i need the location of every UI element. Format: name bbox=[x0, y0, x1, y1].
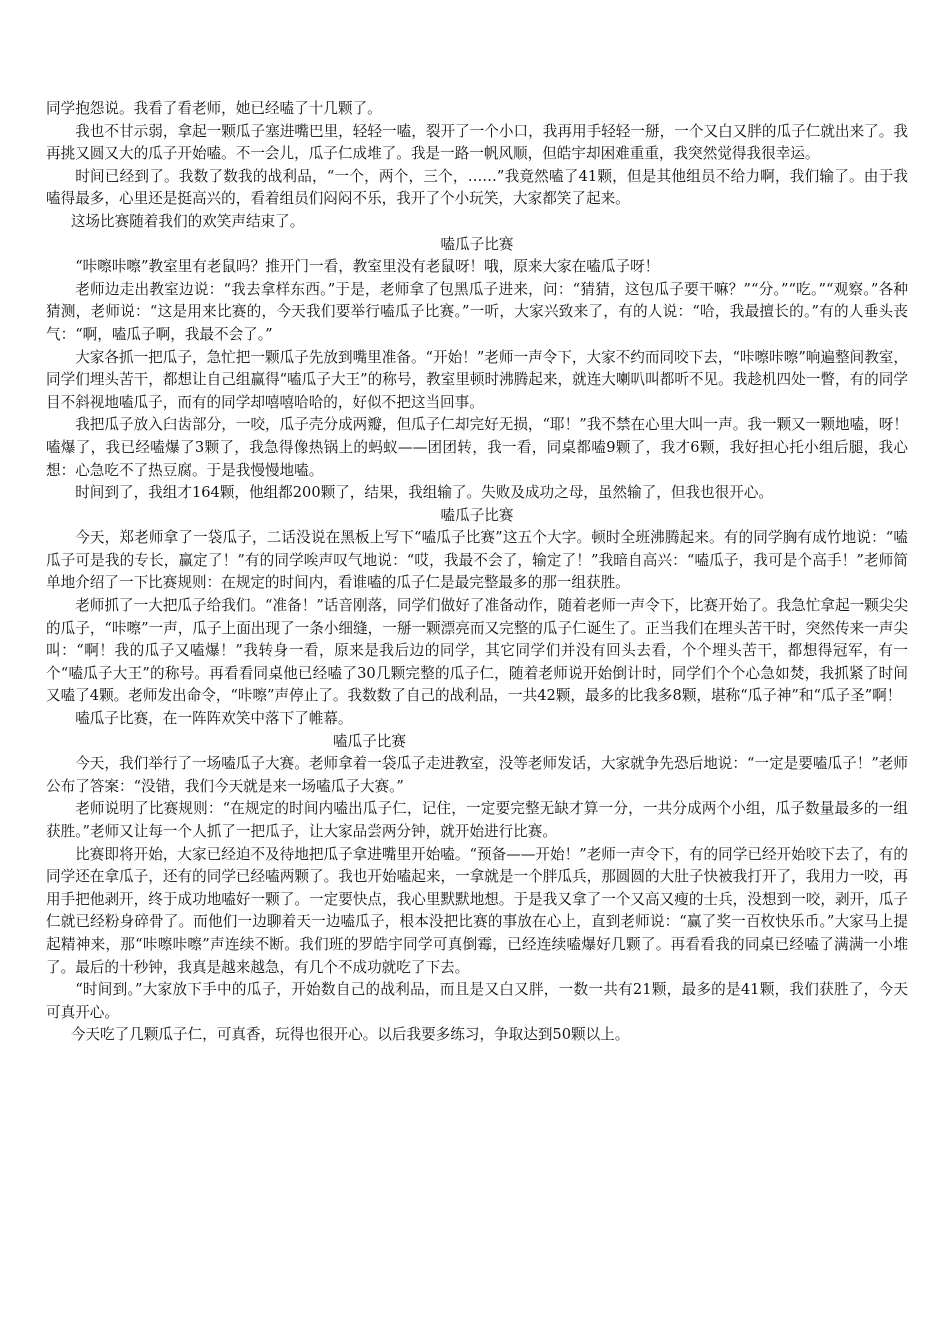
paragraph: 大家各抓一把瓜子，急忙把一颗瓜子先放到嘴里准备。“开始！”老师一声令下，大家不约而同咬下去，“咔嚓咔嚓”响遍整间教室，同学们埋头苦干，都想让自己组赢得“嗑瓜子大王”的称号，教室里顿时沸腾起来，就连大喇叭叫都听不见。我趁机四处一瞥，有的同学目不斜视地嗑瓜子，而有的同学却嘻嘻哈哈的，好似不把这当回事。 bbox=[46, 348, 908, 411]
section-title: 嗑瓜子比赛 bbox=[333, 732, 406, 750]
paragraph: 比赛即将开始，大家已经迫不及待地把瓜子拿进嘴里开始嗑。“预备——开始！”老师一声令下，有的同学已经开始咬下去了，有的同学还在拿瓜子，还有的同学已经嗑两颗了。我也开始嗑起来，一拿就是一个胖瓜兵，那圆圆的大肚子快被我打开了，我用力一咬，再用手把他剥开，终于成功地嗑好一颗了。一定要快点，我心里默默地想。于是我又拿了一个又高又瘦的士兵，没想到一咬，剥开，瓜子仁就已经粉身碎骨了。而他们一边聊着天一边嗑瓜子，根本没把比赛的事放在心上，直到老师说：“赢了奖一百枚快乐币。”大家马上提起精神来，那“咔嚓咔嚓”声连续不断。我们班的罗皓宇同学可真倒霉，已经连续嗑爆好几颗了。再看看我的同桌已经嗑了满满一小堆了。最后的十秒钟，我真是越来越急，有几个不成功就吃了下去。 bbox=[46, 845, 908, 976]
paragraph: 老师说明了比赛规则：“在规定的时间内嗑出瓜子仁，记住，一定要完整无缺才算一分，一共分成两个小组，瓜子数量最多的一组获胜。”老师又让每一个人抓了一把瓜子，让大家品尝两分钟，就开始进行比赛。 bbox=[46, 800, 908, 840]
paragraph: 嗑瓜子比赛，在一阵阵欢笑中落下了帷幕。 bbox=[75, 710, 353, 728]
paragraph: 今天，我们举行了一场嗑瓜子大赛。老师拿着一袋瓜子走进教室，没等老师发话，大家就争先恐后地说：“一定是要嗑瓜子！”老师公布了答案：“没错，我们今天就是来一场嗑瓜子大赛。” bbox=[46, 755, 908, 795]
paragraph: 老师边走出教室边说：“我去拿样东西。”于是，老师拿了包黑瓜子进来，问：“猜猜，这包瓜子要干嘛？”“分。”“吃。”“观察。”各种猜测，老师说：“这是用来比赛的，今天我们要举行嗑瓜子比赛。”一听，大家兴致来了，有的人说：“哈，我最擅长的。”有的人垂头丧气：“啊，嗑瓜子啊，我最不会了。” bbox=[46, 280, 908, 343]
paragraph: 时间到了，我组才164颗，他组都200颗了，结果，我组输了。失败及成功之母，虽然输了，但我也很开心。 bbox=[75, 484, 774, 502]
section-title: 嗑瓜子比赛 bbox=[440, 506, 514, 524]
paragraph: 同学抱怨说。我看了看老师，她已经嗑了十几颗了。 bbox=[46, 100, 382, 117]
paragraph: 这场比赛随着我们的欢笑声结束了。 bbox=[70, 212, 305, 230]
paragraph: 老师抓了一大把瓜子给我们。“准备！”话音刚落，同学们做好了准备动作，随着老师一声令下，比赛开始了。我急忙拿起一颗尖尖的瓜子，“咔嚓”一声，瓜子上面出现了一条小细缝，一掰一颗漂亮而又完整的瓜子仁诞生了。正当我们在埋头苦干时，突然传来一声尖叫：“啊！我的瓜子又嗑爆！”我转身一看，原来是我后边的同学，其它同学们并没有回头去看，个个埋头苦干，都想得冠军，有一个“嗑瓜子大王”的称号。再看看同桌他已经嗑了30几颗完整的瓜子仁，随着老师说开始倒计时，同学们个个心急如焚，我抓紧了时间又嗑了4颗。老师发出命令，“咔嚓”声停止了。我数数了自己的战利品，一共42颗，最多的比我多8颗，堪称“瓜子神”和“瓜子圣”啊！ bbox=[46, 597, 908, 705]
paragraph: 我把瓜子放入臼齿部分，一咬，瓜子壳分成两瓣，但瓜子仁却完好无损，“耶！”我不禁在心里大叫一声。我一颗又一颗地嗑，呀！嗑爆了，我已经嗑爆了3颗了，我急得像热锅上的蚂蚁——团团转，我一看，同桌都嗑9颗了，我才6颗，我好担心托小组后腿，我心想：心急吃不了热豆腐。于是我慢慢地嗑。 bbox=[46, 416, 908, 479]
paragraph: 时间已经到了。我数了数我的战利品，“一个，两个，三个，……”我竟然嗑了41颗，但是其他组员不给力啊，我们输了。由于我嗑得最多，心里还是挺高兴的，看着组员们闷闷不乐，我开了个小玩笑，大家都笑了起来。 bbox=[46, 167, 908, 208]
paragraph: 我也不甘示弱，拿起一颗瓜子塞进嘴巴里，轻轻一嗑，裂开了一个小口，我再用手轻轻一掰，一个又白又胖的瓜子仁就出来了。我再挑又圆又大的瓜子开始嗑。不一会儿，瓜子仁成堆了。我是一路一帆风顺，但皓宇却困难重重，我突然觉得我很幸运。 bbox=[46, 122, 908, 163]
paragraph: 今天吃了几颗瓜子仁，可真香，玩得也很开心。以后我要多练习，争取达到50颗以上。 bbox=[70, 1026, 630, 1044]
paragraph: “时间到。”大家放下手中的瓜子，开始数自己的战利品，而且是又白又胖，一数一共有21颗，最多的是41颗，我们获胜了，今天可真开心。 bbox=[46, 981, 908, 1021]
paragraph: “咔嚓咔嚓”教室里有老鼠吗？推开门一看，教室里没有老鼠呀！哦，原来大家在嗑瓜子呀！ bbox=[75, 258, 660, 276]
document-page bbox=[46, 98, 908, 1047]
paragraph: 今天，郑老师拿了一袋瓜子，二话没说在黑板上写下“嗑瓜子比赛”这五个大字。顿时全班沸腾起来。有的同学胸有成竹地说：“嗑瓜子可是我的专长，赢定了！”有的同学唉声叹气地说：“哎，我最不会了，输定了！”我暗自高兴：“嗑瓜子，我可是个高手！”老师简单地介绍了一下比赛规则：在规定的时间内，看谁嗑的瓜子仁是最完整最多的那一组获胜。 bbox=[46, 529, 908, 592]
section-title: 嗑瓜子比赛 bbox=[440, 235, 514, 253]
